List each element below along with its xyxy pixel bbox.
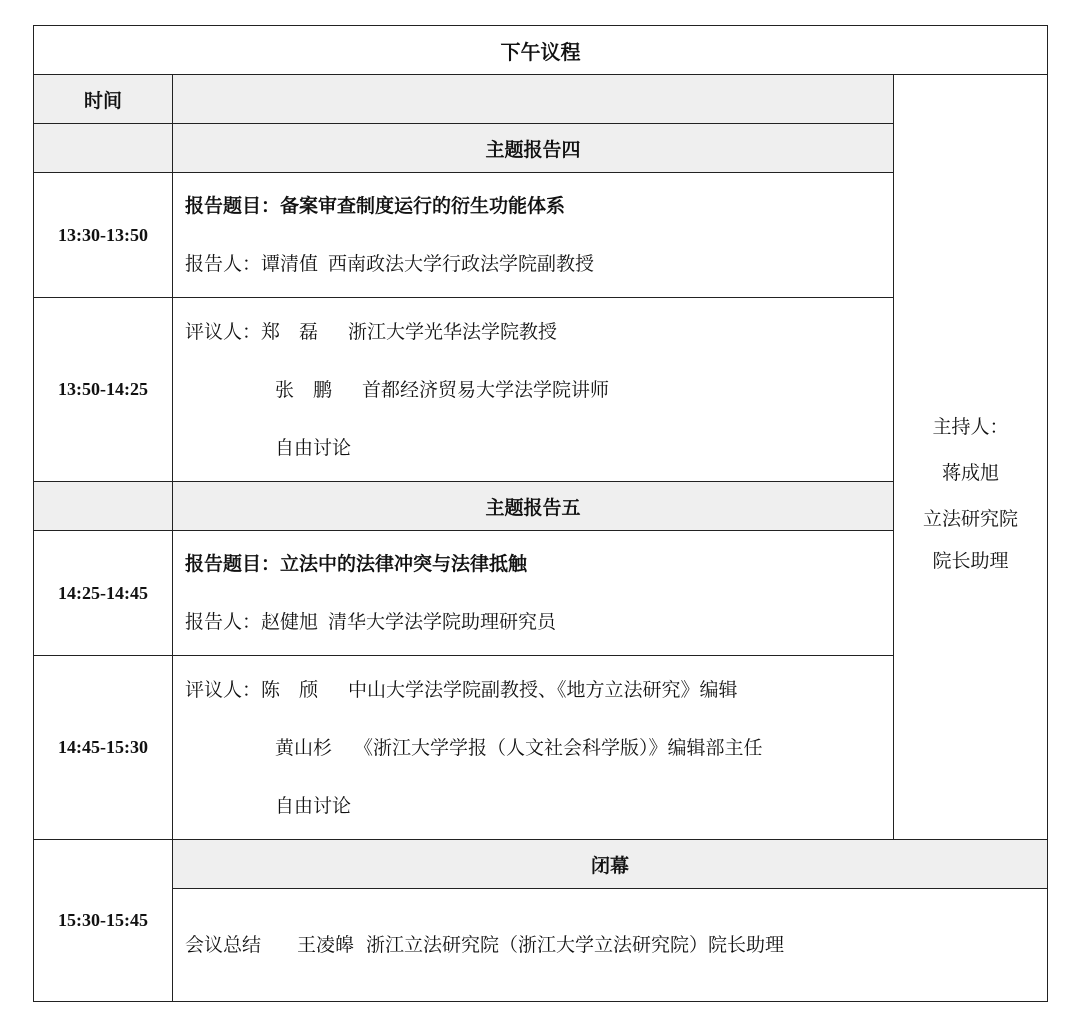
agenda-title: 下午议程 [34, 26, 1048, 75]
session4-comment-content [173, 298, 894, 482]
commenter-name: 黄山杉 [275, 736, 333, 759]
commenter-affiliation: 浙江大学光华法学院教授 [348, 320, 558, 343]
discussion-line: 自由讨论 [275, 794, 352, 817]
commenter-name: 张 鹏 [275, 378, 333, 401]
session5-report-time: 14:25-14:45 [34, 531, 173, 656]
discussion-line: 自由讨论 [275, 436, 352, 459]
title-row [34, 26, 1048, 75]
session5-header: 主题报告五 [173, 482, 894, 531]
host-name: 蒋成旭 [941, 462, 999, 484]
commenter-line [185, 361, 893, 419]
closing-person: 王凌皞 [297, 934, 355, 956]
closing-content [173, 889, 1048, 1002]
reporter-affiliation: 西南政法大学行政法学院副教授 [328, 253, 595, 275]
header-blank [173, 75, 894, 124]
afternoon-agenda-table [33, 25, 1048, 1002]
session4-time-blank [34, 124, 173, 173]
session4-report-title: 报告题目：备案审查制度运行的衍生功能体系 [185, 195, 566, 217]
closing-affiliation: 浙江立法研究院（浙江大学立法研究院）院长助理 [366, 934, 785, 956]
reporter-name: 赵健旭 [261, 611, 319, 633]
commenter-label: 评议人： [185, 678, 262, 701]
session4-comment-time: 13:50-14:25 [34, 298, 173, 482]
reporter-label: 报告人： [185, 253, 262, 275]
header-row [34, 75, 1048, 124]
reporter-label: 报告人： [185, 611, 262, 633]
host-position: 院长助理 [932, 550, 1009, 572]
session5-comment-time: 14:45-15:30 [34, 656, 173, 840]
session5-reporter-line [185, 593, 893, 651]
closing-label: 会议总结 [185, 934, 262, 956]
closing-content-row [34, 889, 1048, 1002]
session5-report-content [173, 531, 894, 656]
commenter-line [185, 719, 893, 777]
session4-report-content [173, 173, 894, 298]
session5-time-blank [34, 482, 173, 531]
reporter-name: 谭清值 [261, 253, 319, 275]
commenter-name: 郑 磊 [261, 320, 319, 343]
host-label: 主持人： [932, 416, 1009, 438]
closing-summary-line [185, 916, 1047, 974]
reporter-affiliation: 清华大学法学院助理研究员 [328, 611, 557, 633]
commenter-line [185, 303, 893, 361]
commenter-affiliation: 首都经济贸易大学法学院讲师 [362, 378, 610, 401]
commenter-label: 评议人： [185, 320, 262, 343]
host-cell [894, 75, 1048, 840]
commenter-line [185, 661, 893, 719]
session4-reporter-line [185, 235, 893, 293]
time-column-header: 时间 [34, 75, 173, 124]
commenter-affiliation: 《浙江大学学报（人文社会科学版）》编辑部主任 [354, 736, 763, 759]
closing-header: 闭幕 [173, 840, 1048, 889]
closing-time: 15:30-15:45 [34, 840, 173, 1002]
session5-report-title: 报告题目：立法中的法律冲突与法律抵触 [185, 553, 528, 575]
session5-comment-content [173, 656, 894, 840]
host-org: 立法研究院 [922, 508, 1018, 530]
closing-header-row [34, 840, 1048, 889]
session4-report-time: 13:30-13:50 [34, 173, 173, 298]
commenter-name: 陈 颀 [261, 678, 319, 701]
commenter-affiliation: 中山大学法学院副教授、《地方立法研究》编辑 [348, 678, 738, 701]
session4-header: 主题报告四 [173, 124, 894, 173]
